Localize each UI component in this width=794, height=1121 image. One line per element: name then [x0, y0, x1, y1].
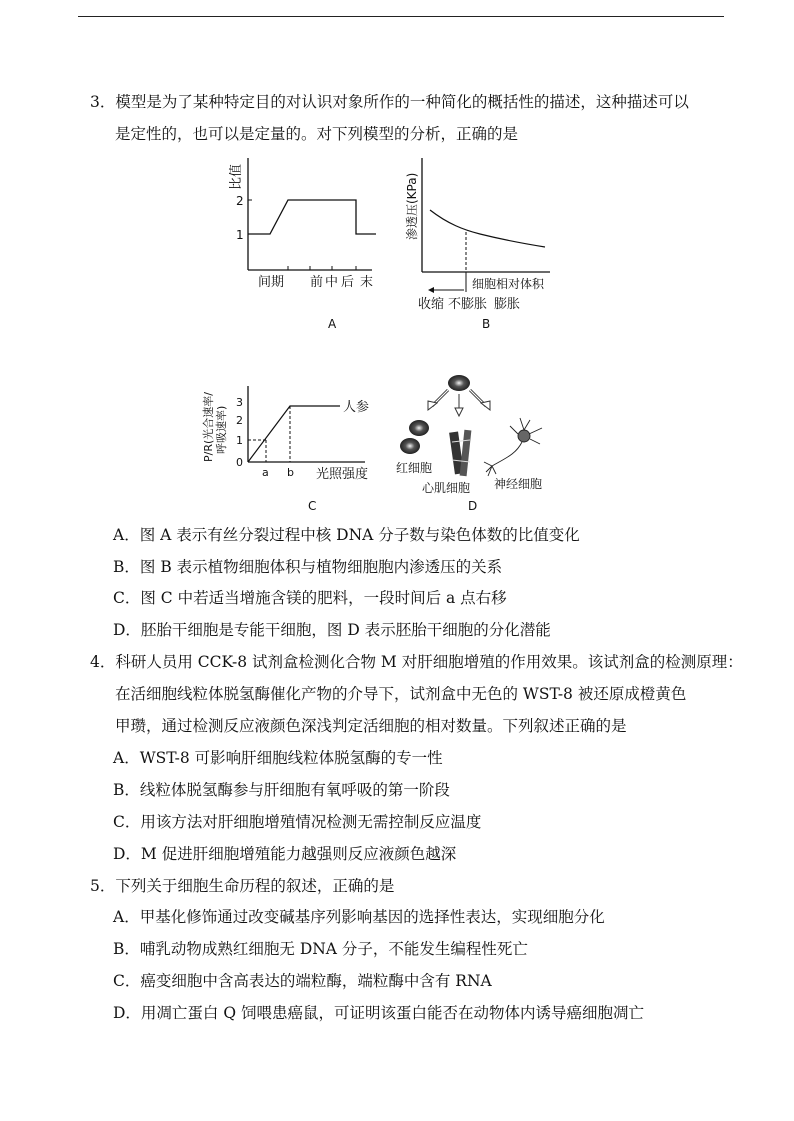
figure-b-curve	[430, 210, 545, 247]
figure-c-ytick-3: 3	[236, 396, 243, 409]
figure-c-caption: C	[308, 499, 317, 513]
q4-stem-line3: 甲瓒，通过检测反应液颜色深浅判定活细胞的相对数量。下列叙述正确的是	[115, 717, 627, 735]
q3-option-c: C．图 C 中若适当增施含镁的肥料，一段时间后 a 点右移	[113, 589, 507, 607]
figure-d	[392, 370, 582, 517]
figure-c-ylabel-line2: 呼吸速率)	[215, 405, 228, 454]
figure-a-xlabel-telophase: 末	[360, 275, 374, 290]
red-blood-cell-icon	[409, 420, 429, 436]
figure-c-curve	[248, 406, 340, 462]
q3-stem-line1: 3．模型是为了某种特定目的对认识对象所作的一种简化的概括性的描述，这种描述可以	[90, 93, 689, 111]
figure-b-note-shrink: 收缩	[418, 297, 445, 312]
q4-option-d: D．M 促进肝细胞增殖能力越强则反应液颜色越深	[113, 845, 457, 863]
figure-c-xlabel: 光照强度	[316, 467, 369, 482]
q5-option-b: B．哺乳动物成熟红细胞无 DNA 分子，不能发生编程性死亡	[113, 940, 528, 958]
figure-c-xtick-b: b	[287, 466, 294, 479]
q5-option-c: C．癌变细胞中含高表达的端粒酶，端粒酶中含有 RNA	[113, 972, 492, 990]
figure-b-note-swell: 膨胀	[494, 297, 521, 312]
neuron-icon	[484, 418, 542, 476]
q4-stem-line2: 在活细胞线粒体脱氢酶催化产物的介导下，试剂盒中无色的 WST-8 被还原成橙黄色	[115, 685, 687, 703]
q3-stem-line2: 是定性的，也可以是定量的。对下列模型的分析，正确的是	[115, 125, 519, 143]
q4-option-a: A．WST-8 可影响肝细胞线粒体脱氢酶的专一性	[113, 749, 443, 767]
figure-c-ytick-0: 0	[236, 456, 243, 469]
figure-a	[222, 150, 392, 335]
header-rule	[78, 16, 724, 17]
figure-a-caption: A	[328, 317, 337, 331]
figure-a-ylabel: 比值	[229, 163, 244, 190]
stem-cell-icon	[448, 375, 470, 391]
figure-c-series-label: 人参	[343, 400, 370, 415]
figure-a-ytick-2: 2	[236, 194, 244, 208]
cardiac-muscle-icon	[449, 430, 471, 476]
figure-c	[200, 372, 400, 517]
figure-d-label-red-blood-cell: 红细胞	[396, 461, 433, 475]
figure-c-ytick-1: 1	[236, 434, 243, 447]
figure-c-ylabel-line1: P/R(光合速率/	[202, 392, 215, 462]
figure-a-xlabel-metaphase: 中	[325, 275, 339, 290]
q5-stem-line1: 5．下列关于细胞生命历程的叙述，正确的是	[90, 877, 395, 895]
figure-c-ytick-2: 2	[236, 414, 243, 427]
q3-option-d: D．胚胎干细胞是专能干细胞，图 D 表示胚胎干细胞的分化潜能	[113, 621, 551, 639]
figure-a-curve	[248, 200, 376, 234]
q4-option-b: B．线粒体脱氢酶参与肝细胞有氧呼吸的第一阶段	[113, 781, 450, 799]
figure-a-ytick-1: 1	[236, 228, 244, 242]
figure-d-caption: D	[468, 499, 478, 513]
q4-stem-line1: 4．科研人员用 CCK-8 试剂盒检测化合物 M 对肝细胞增殖的作用效果。该试剂盒的检测原理：	[90, 653, 743, 671]
figure-a-xlabel-interphase: 间期	[258, 275, 285, 290]
figure-a-xlabel-anaphase: 后	[341, 275, 355, 290]
q4-option-c: C．用该方法对肝细胞增殖情况检测无需控制反应温度	[113, 813, 482, 831]
q3-option-b: B．图 B 表示植物细胞体积与植物细胞胞内渗透压的关系	[113, 558, 503, 576]
figure-c-xtick-a: a	[262, 466, 269, 479]
figure-b-ylabel: 渗透压(KPa)	[405, 172, 419, 240]
figure-d-label-neuron: 神经细胞	[494, 477, 543, 491]
figure-b	[400, 150, 570, 335]
figure-b-xlabel: 细胞相对体积	[472, 277, 545, 291]
figure-d-label-cardiac-cell: 心肌细胞	[422, 481, 471, 495]
q3-option-a: A．图 A 表示有丝分裂过程中核 DNA 分子数与染色体数的比值变化	[113, 526, 580, 544]
figure-a-xlabel-prophase: 前	[310, 275, 324, 290]
q5-option-a: A．甲基化修饰通过改变碱基序列影响基因的选择性表达，实现细胞分化	[113, 908, 605, 926]
q5-option-d: D．用凋亡蛋白 Q 饲喂患癌鼠，可证明该蛋白能否在动物体内诱导癌细胞凋亡	[113, 1004, 644, 1022]
figure-b-note-no-swell: 不膨胀	[448, 297, 488, 312]
figure-b-caption: B	[482, 317, 491, 331]
